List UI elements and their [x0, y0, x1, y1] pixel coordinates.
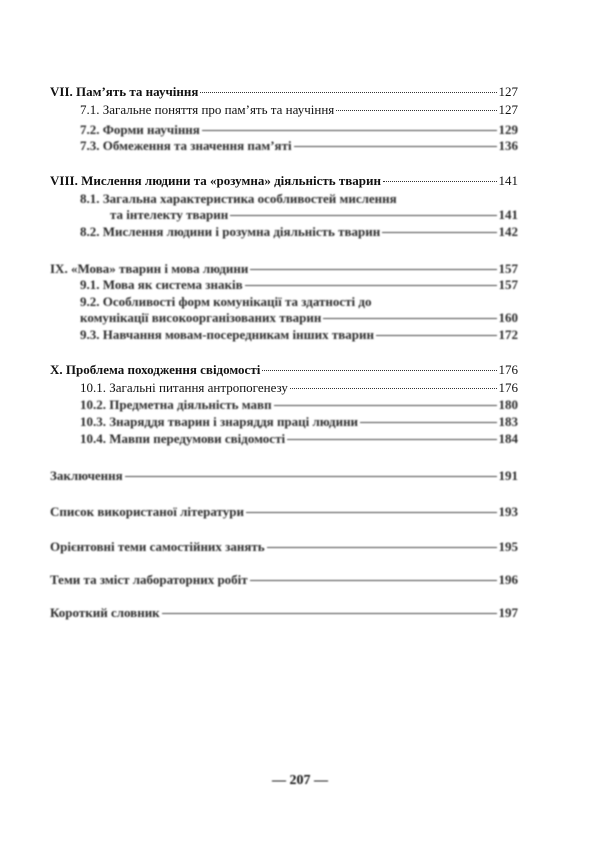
toc-entry-8-2[interactable] — [80, 224, 518, 240]
toc-entry-9-2[interactable] — [80, 294, 518, 310]
toc-title: 10.3. Знаряддя тварин і знаряддя праці людини — [80, 414, 359, 429]
toc-title-cont: комунікації високоорганізованих тварин — [80, 310, 322, 325]
leader-dots — [290, 388, 497, 389]
leader-dots — [250, 269, 496, 270]
toc-title: 10.4. Мавпи передумови свідомості — [80, 431, 286, 446]
toc-page: 197 — [498, 605, 518, 620]
toc-title: 8.2. Мислення людини і розумна діяльність тварин — [80, 224, 381, 239]
toc-page: 141 — [498, 207, 518, 222]
toc-entry-section-9[interactable] — [50, 261, 518, 277]
page-number — [0, 773, 600, 789]
page-number-text: — 207 — — [272, 773, 328, 788]
toc-title: VIII. Мислення людини та «розумна» діяльність тварин — [50, 173, 381, 188]
toc-entry-7-2[interactable] — [80, 122, 518, 138]
toc-page: 195 — [498, 539, 518, 554]
leader-dots — [360, 422, 496, 423]
toc-page: 127 — [498, 102, 518, 117]
leader-dots — [267, 547, 497, 548]
toc-entry-8-1-cont[interactable] — [110, 207, 518, 223]
toc-title: 8.1. Загальна характеристика особливостей мислення — [80, 191, 397, 206]
leader-dots — [287, 439, 496, 440]
toc-entry-section-7[interactable] — [50, 84, 518, 100]
leader-dots — [336, 110, 496, 111]
toc-page: 176 — [498, 380, 518, 395]
leader-dots — [250, 580, 497, 581]
toc-entry-self-study-topics[interactable] — [50, 539, 518, 555]
leader-dots — [202, 130, 497, 131]
leader-dots — [323, 318, 496, 319]
toc-page: 176 — [498, 362, 518, 377]
leader-dots — [294, 146, 497, 147]
leader-dots — [162, 613, 497, 614]
toc-title: 9.2. Особливості форм комунікації та здатності до — [80, 294, 372, 309]
toc-title: 7.2. Форми научіння — [80, 122, 200, 137]
toc-entry-7-1[interactable] — [80, 102, 518, 118]
toc-page: 193 — [498, 504, 518, 519]
leader-dots — [246, 512, 497, 513]
leader-dots — [274, 405, 497, 406]
toc-page: 191 — [498, 468, 518, 483]
toc-page: 157 — [498, 261, 518, 276]
leader-dots — [245, 285, 497, 286]
toc-title: IX. «Мова» тварин і мова людини — [50, 261, 249, 276]
toc-page: 196 — [498, 572, 518, 587]
toc-page: 157 — [498, 277, 518, 292]
toc-entry-conclusion[interactable] — [50, 468, 518, 484]
leader-dots — [382, 232, 496, 233]
leader-dots — [125, 476, 497, 477]
toc-entry-glossary[interactable] — [50, 605, 518, 621]
toc-title: Теми та зміст лабораторних робіт — [50, 572, 248, 587]
toc-page: 141 — [498, 173, 518, 188]
toc-title: Орієнтовні теми самостійних занять — [50, 539, 265, 554]
toc-title: Заключення — [50, 468, 123, 483]
toc-entry-10-1[interactable] — [80, 380, 518, 396]
toc-page: 180 — [498, 397, 518, 412]
toc-title: 9.1. Мова як система знаків — [80, 277, 243, 292]
toc-page: 127 — [498, 84, 518, 99]
leader-dots — [230, 215, 496, 216]
toc-page: 142 — [498, 224, 518, 239]
toc-page: 183 — [498, 414, 518, 429]
leader-dots — [376, 335, 497, 336]
toc-page: 129 — [498, 122, 518, 137]
toc-title: VII. Пам’ять та научіння — [50, 84, 199, 99]
toc-title-cont: та інтелекту тварин — [110, 207, 229, 222]
toc-title: 10.2. Предметна діяльність мавп — [80, 397, 272, 412]
toc-page: 136 — [498, 138, 518, 153]
toc-entry-7-3[interactable] — [80, 138, 518, 154]
toc-entry-10-3[interactable] — [80, 414, 518, 430]
toc-entry-section-10[interactable] — [50, 362, 518, 378]
leader-dots — [383, 181, 497, 182]
toc-page: 172 — [498, 327, 518, 342]
toc-entry-references[interactable] — [50, 504, 518, 520]
toc-entry-9-1[interactable] — [80, 277, 518, 293]
leader-dots — [262, 370, 496, 371]
toc-entry-8-1[interactable] — [80, 191, 518, 207]
toc-entry-9-2-cont[interactable] — [80, 310, 518, 326]
toc-title: 10.1. Загальні питання антропогенезу — [80, 380, 288, 395]
toc-entry-10-2[interactable] — [80, 397, 518, 413]
leader-dots — [200, 92, 496, 93]
toc-page: 160 — [498, 310, 518, 325]
toc-page: 184 — [498, 431, 518, 446]
toc-title: Список використаної літератури — [50, 504, 244, 519]
toc-entry-10-4[interactable] — [80, 431, 518, 447]
toc-title: Короткий словник — [50, 605, 160, 620]
toc-entry-section-8[interactable] — [50, 173, 518, 189]
toc-title: X. Проблема походження свідомості — [50, 362, 261, 377]
toc-title: 7.3. Обмеження та значення пам’яті — [80, 138, 292, 153]
toc-title: 9.3. Навчання мовам-посередникам інших тварин — [80, 327, 374, 342]
toc-entry-lab-works[interactable] — [50, 572, 518, 588]
toc-title: 7.1. Загальне поняття про пам’ять та научіння — [80, 102, 335, 117]
toc-entry-9-3[interactable] — [80, 327, 518, 343]
